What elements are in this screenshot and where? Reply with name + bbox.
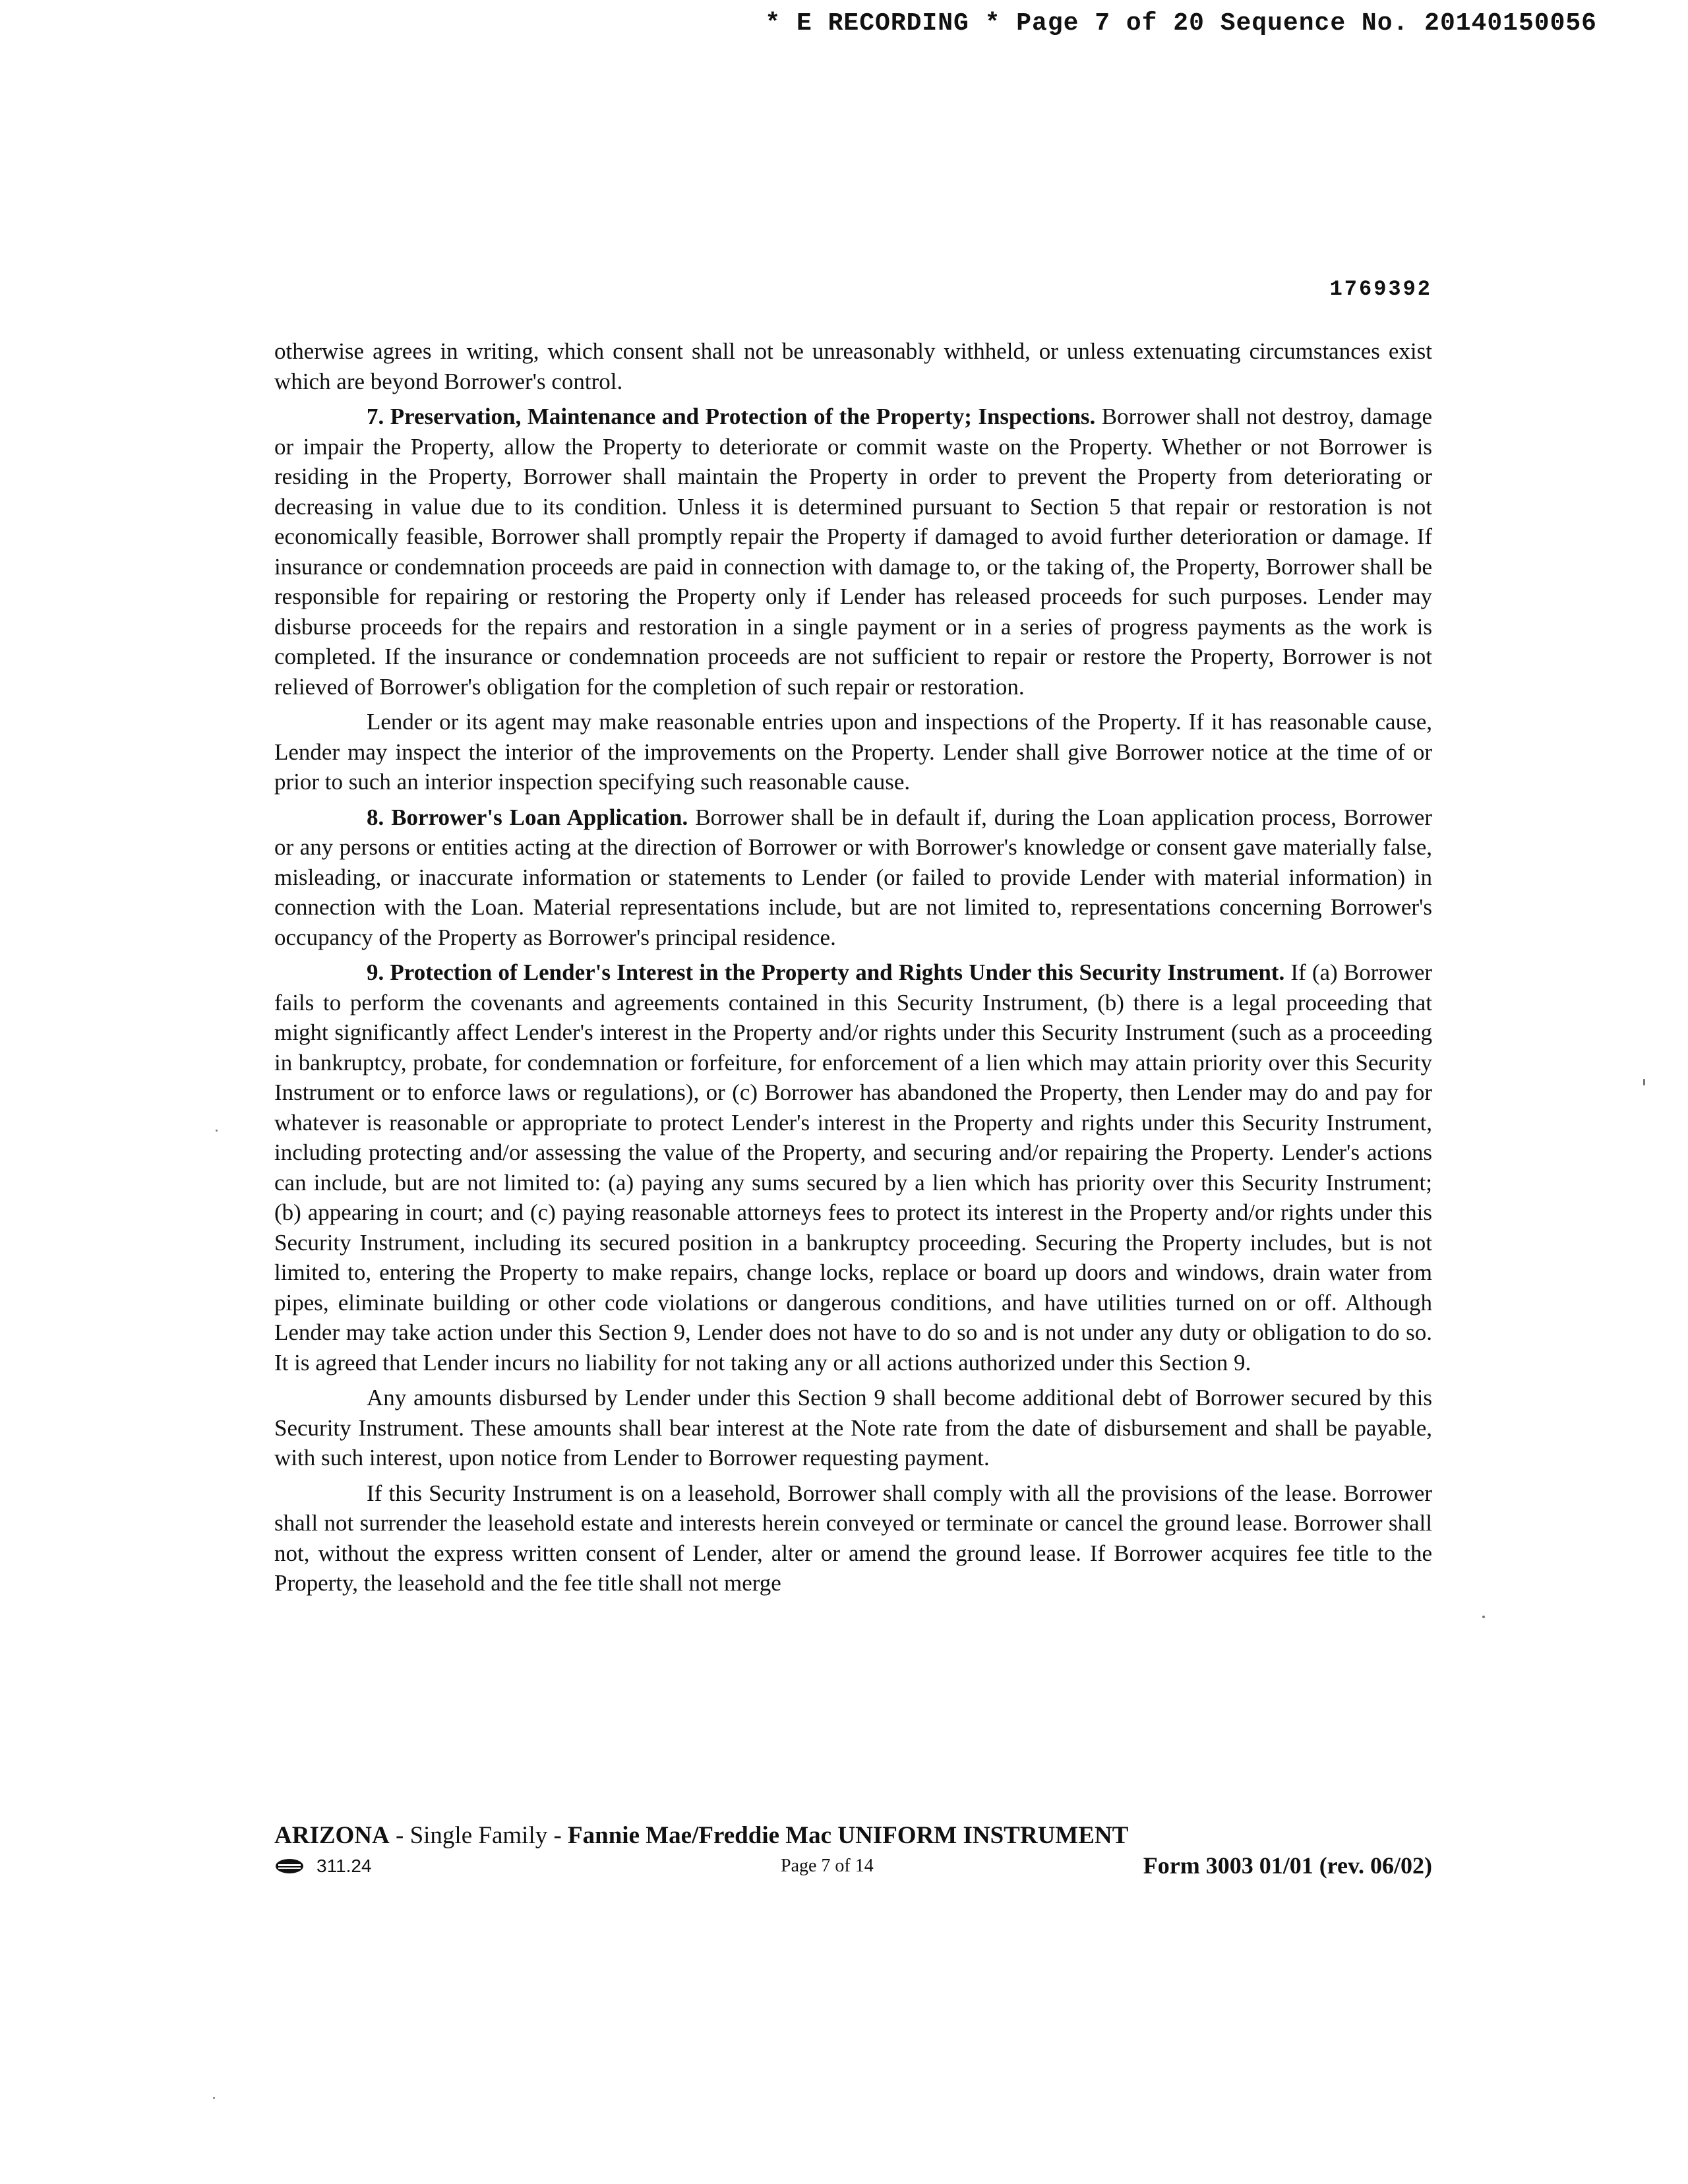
section-9-disbursed-paragraph: Any amounts disbursed by Lender under this Section 9 shall become additional debt of Borrower secured by this Security Instrument. These amounts shall bear interest at the Note rate from the date of disbursement and shall be payable, with such interest, upon notice from Lender to Borrower requesting payment. [274, 1385, 1432, 1471]
section-7-text: Borrower shall not destroy, damage or impair the Property, allow the Property to deteriorate or commit waste on the Property. Whether or not Borrower is residing in the Property, Borrower shall maintain the Property in order to prevent the Property from deteriorating or decreasing in value due to its condition. Unless it is determined pursuant to Section 5 that repair or restoration is not economically feasible, Borrower shall promptly repair the Property if damaged to avoid further deterioration or damage. If insurance or condemnation proceeds are paid in connection with damage to, or the taking of, the Property, Borrower shall be responsible for repairing or restoring the Property only if Lender has released proceeds for such purposes. Lender may disburse proceeds for the repairs and restoration in a single payment or in a series of progress payments as the work is completed. If the insurance or condemnation proceeds are not sufficient to repair or restore the Property, Borrower is not relieved of Borrower's obligation for the completion of such repair or restoration. [274, 404, 1432, 700]
section-7-paragraph [274, 402, 1432, 702]
scan-speck [1643, 1079, 1645, 1085]
footer-page-number: Page 7 of 14 [781, 1856, 874, 1876]
scan-speck [1482, 1616, 1485, 1618]
section-9-text: If (a) Borrower fails to perform the covenants and agreements contained in this Security Instrument, (b) there is a legal proceeding that might significantly affect Lender's interest in the Property and/or rights under this Security Instrument (such as a proceeding in bankruptcy, probate, for condemnation or forfeiture, for enforcement of a lien which may attain priority over this Security Instrument or to enforce laws or regulations), or (c) Borrower has abandoned the Property, then Lender may do and pay for whatever is reasonable or appropriate to protect Lender's interest in the Property and rights under this Security Instrument, including protecting and/or assessing the value of the Property, and securing and/or repairing the Property. Lender's actions can include, but are not limited to: (a) paying any sums secured by a lien which has priority over this Security Instrument; (b) appearing in court; and (c) paying reasonable attorneys fees to protect its interest in the Property and/or rights under this Security Instrument, including its secured position in a bankruptcy proceeding. Securing the Property includes, but is not limited to, entering the Property to make repairs, change locks, replace or board up doors and windows, drain water from pipes, eliminate building or other code violations or dangerous conditions, and have utilities turned on or off. Although Lender may take action under this Section 9, Lender does not have to do so and is not under any duty or obligation to do so. It is agreed that Lender incurs no liability for not taking any or all actions authorized under this Section 9. [274, 959, 1433, 1376]
footer-title [274, 1821, 1128, 1850]
scan-speck [216, 1130, 218, 1132]
footer-code-group [274, 1856, 372, 1877]
footer-program: Fannie Mae/Freddie Mac UNIFORM INSTRUMENT [568, 1822, 1129, 1849]
section-8-text: Borrower shall be in default if, during the Loan application process, Borrower or any persons or entities acting at the direction of Borrower or with Borrower's knowledge or consent gave materially false, misleading, or inaccurate information or statements to Lender (or failed to provide Lender with material information) in connection with the Loan. Material representations include, but are not limited to, representations concerning Borrower's occupancy of the Property as Borrower's principal residence. [274, 804, 1432, 950]
footer-state: ARIZONA [274, 1822, 390, 1849]
scan-speck [213, 2097, 215, 2099]
footer-form-number: Form 3003 01/01 (rev. 06/02) [1143, 1852, 1432, 1879]
document-number: 1769392 [1329, 277, 1432, 301]
intro-paragraph: otherwise agrees in writing, which consent shall not be unreasonably withheld, or unless extenuating circumstances exist which are beyond Borrower's control. [274, 338, 1432, 394]
footer-separator: - Single Family - [389, 1822, 568, 1849]
section-9-leasehold-paragraph: If this Security Instrument is on a leasehold, Borrower shall comply with all the provisions of the lease. Borrower shall not surrender the leasehold estate and interests herein conveyed or terminate or cancel the ground lease. Borrower shall not, without the express written consent of Lender, alter or amend the ground lease. If Borrower acquires fee title to the Property, the leasehold and the fee title shall not merge [274, 1480, 1432, 1596]
section-7-heading: 7. Preservation, Maintenance and Protection of the Property; Inspections. [367, 404, 1096, 429]
section-8-heading: 8. Borrower's Loan Application. [367, 804, 688, 830]
section-9-paragraph [274, 957, 1432, 1378]
section-7-inspection-paragraph: Lender or its agent may make reasonable entries upon and inspections of the Property. If it has reasonable cause, Lender may inspect the interior of the improvements on the Property. Lender shall give Borrower notice at the time of or prior to such an interior inspection specifying such reasonable cause. [274, 709, 1432, 795]
document-body [274, 336, 1432, 1604]
footer-line [274, 1852, 1432, 1885]
footer-code: 311.24 [316, 1856, 372, 1876]
vmp-logo-icon [274, 1858, 305, 1875]
section-8-paragraph [274, 803, 1432, 953]
recording-header: * E RECORDING * Page 7 of 20 Sequence No. 20140150056 [765, 9, 1597, 38]
section-9-heading: 9. Protection of Lender's Interest in the Property and Rights Under this Security Instrument. [367, 959, 1285, 985]
